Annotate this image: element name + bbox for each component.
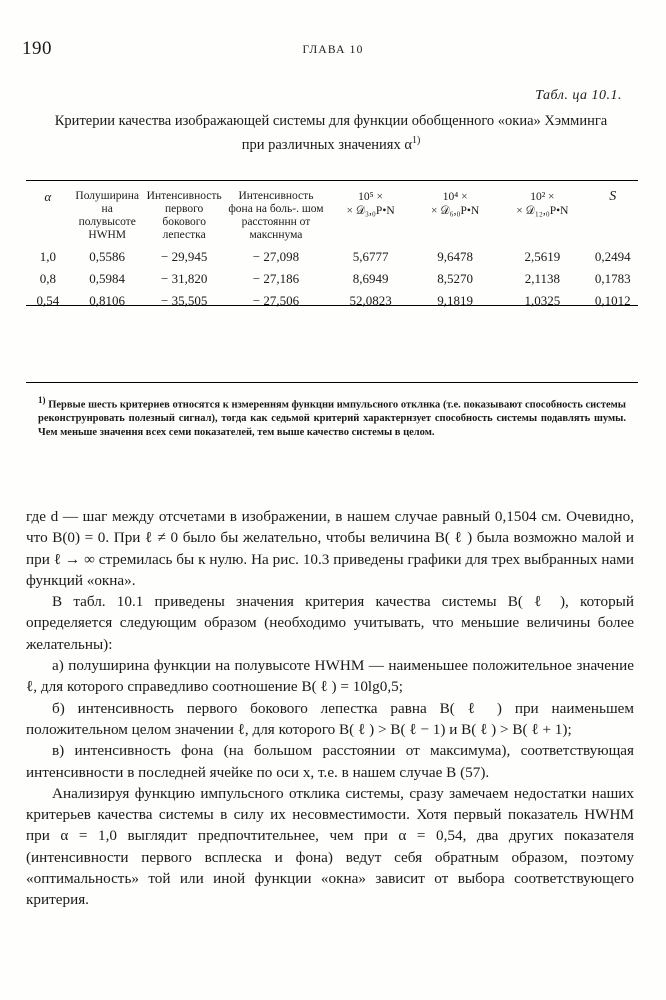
paragraph-1: где d — шаг между отсчетами в изображении, в нашем случае равный 0,1504 см. Очевидно, что B(0) = 0. При ℓ ≠ 0 было бы желательно, чтобы величина B( ℓ ) была возможно малой и при ℓ → ∞ стремилась бы к нулю. На рис. 10.3 приведены графики для трех выбранных нами функций «окна». xyxy=(26,508,634,589)
page-number: 190 xyxy=(22,38,52,59)
results-table xyxy=(26,188,638,312)
cell-sidelobe: − 29,945 xyxy=(161,249,208,264)
col-header-d60 xyxy=(413,188,497,246)
table-title-footnote-mark: 1) xyxy=(411,135,421,146)
col-header-d60-top: 10⁴ × xyxy=(442,191,468,203)
table-caption-number: Табл. ца 10.1. xyxy=(535,88,622,103)
table-header-row xyxy=(26,188,638,246)
footnote-mark: 1) xyxy=(38,395,46,405)
col-header-d30-top: 10⁵ × xyxy=(358,191,384,203)
col-header-d30-bottom: × 𝒟₃,₀P•N xyxy=(346,205,395,217)
table-row xyxy=(26,290,638,312)
table-body xyxy=(26,246,638,312)
cell-d120: 2,5619 xyxy=(524,249,561,264)
table-rule-top xyxy=(26,180,638,181)
cell-sidelobe: − 31,820 xyxy=(161,271,208,286)
cell-hwhm: 0,8106 xyxy=(89,293,126,308)
col-header-background: Интенсивность фона на боль-. шом расстояннн от максннума xyxy=(228,190,324,241)
col-header-d120 xyxy=(497,188,587,246)
cell-alpha: 0,54 xyxy=(36,293,60,308)
cell-d30: 52,0823 xyxy=(349,293,392,308)
cell-d60: 8,5270 xyxy=(437,271,474,286)
col-header-hwhm: Полуширина на полувысоте HWHM xyxy=(75,190,139,241)
cell-d60: 9,1819 xyxy=(437,293,474,308)
cell-alpha: 0,8 xyxy=(39,271,56,286)
body-text xyxy=(26,506,634,911)
table-title-line1: Критерии качества изображающей системы для функции обобщенного «окиа» Хэмминга xyxy=(54,113,608,129)
cell-alpha: 1,0 xyxy=(39,249,56,264)
footnote-text: Первые шесть критериев относятся к нзмеренням функцни импульсного отклнка (т.е. показывают способность системы реконструнровать полезный сигнал), тогда как седьмой критерий характернзует способность системы подавлять шумы. Чем меньше значення всех семи показателей, тем выше качество системы в целом. xyxy=(38,399,626,438)
cell-hwhm: 0,5586 xyxy=(89,249,126,264)
paragraph-4: б) интенсивность первого бокового лепестка равна B( ℓ ) при наименьшем положительном целом значении ℓ, для которого B( ℓ ) > B( ℓ − 1) и B( ℓ ) > B( ℓ + 1); xyxy=(26,699,634,738)
table-rule-bottom xyxy=(26,382,638,383)
cell-d30: 8,6949 xyxy=(352,271,389,286)
running-head: ГЛАВА 10 xyxy=(302,44,364,56)
table-title-line2: при различных значениях α xyxy=(241,136,412,153)
table-row xyxy=(26,268,638,290)
cell-d120: 1,0325 xyxy=(524,293,561,308)
cell-background: − 27,186 xyxy=(252,271,300,286)
table-footnote xyxy=(38,394,626,439)
paragraph-3: а) полуширина функции на полувысоте HWHM — наименьшее положительное значение ℓ, для которого справедливо соотношение B( ℓ ) = 10lg0,5; xyxy=(26,657,634,696)
page-header xyxy=(0,38,666,60)
cell-s: 0,1783 xyxy=(594,271,631,286)
cell-d60: 9,6478 xyxy=(437,249,474,264)
col-header-d60-bottom: × 𝒟₆,₀P•N xyxy=(431,205,480,217)
paragraph-5: в) интенсивность фона (на большом расстоянии от максимума), соответствующая интенсивности в последней ячейке по оси x, т.е. в нашем случае B (57). xyxy=(26,742,634,781)
cell-s: 0,2494 xyxy=(594,249,631,264)
cell-hwhm: 0,5984 xyxy=(89,271,126,286)
table-title xyxy=(26,112,636,155)
paragraph-6: Анализируя функцию импульсного отклика системы, сразу замечаем недостатки наших критерьев качества системы в силу их несовместимости. Хотя первый показатель HWHM при α = 1,0 выглядит предпочтительнее, чем при α = 0,54, два других показателя (интенсивности первого всплеска и фона) ведут себя обратным образом, поэтому «оптимальность» той или иной функции «окна» зависит от выбора соответствующего критерия. xyxy=(26,784,634,909)
table-row xyxy=(26,246,638,268)
col-header-sidelobe: Интенсивность первого бокового лепестка xyxy=(146,190,222,241)
paragraph-2: В табл. 10.1 приведены значения критерия качества системы B( ℓ ), который определяется следующим образом (необходимо учитывать, что меньшие величины более желательны): xyxy=(26,593,634,653)
cell-d30: 5,6777 xyxy=(352,249,389,264)
col-header-d120-top: 10² × xyxy=(530,191,555,203)
col-header-d120-bottom: × 𝒟₁₂,₀P•N xyxy=(516,205,569,217)
cell-background: − 27,098 xyxy=(252,249,300,264)
col-header-s: S xyxy=(609,189,617,204)
cell-d120: 2,1138 xyxy=(524,271,560,286)
col-header-d30 xyxy=(328,188,413,246)
col-header-alpha: α xyxy=(44,189,52,204)
cell-sidelobe: − 35,505 xyxy=(161,293,208,308)
cell-background: − 27,506 xyxy=(252,293,300,308)
cell-s: 0,1012 xyxy=(594,293,631,308)
